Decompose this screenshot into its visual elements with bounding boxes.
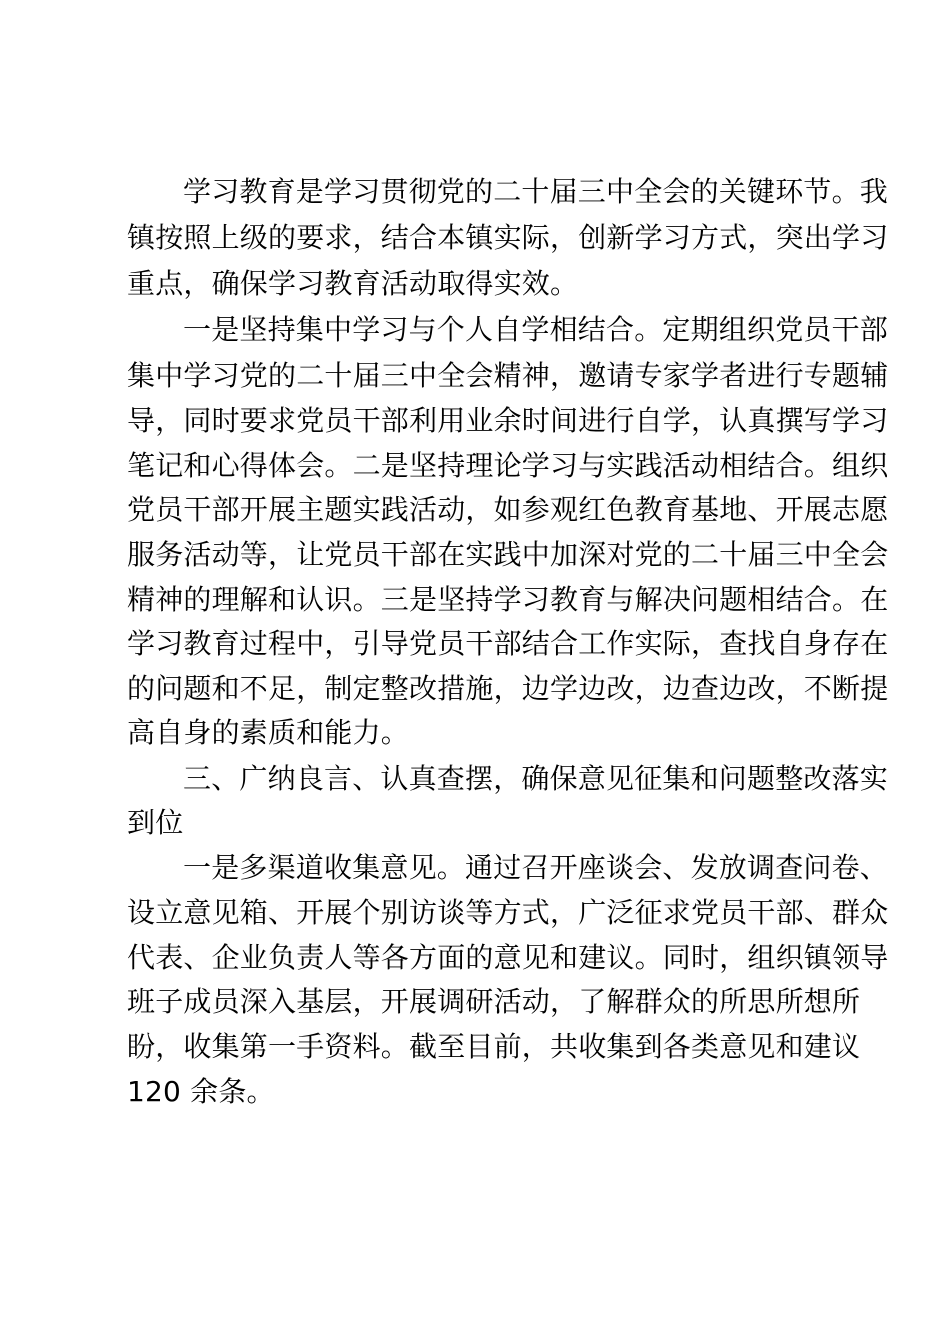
paragraph-line: 学习教育过程中，引导党员干部结合工作实际，查找自身存在 (127, 627, 889, 660)
paragraph-line: 重点，确保学习教育活动取得实效。 (127, 267, 579, 300)
paragraph-line: 笔记和心得体会。二是坚持理论学习与实践活动相结合。组织 (127, 449, 889, 482)
paragraph-line: 高自身的素质和能力。 (127, 716, 410, 749)
paragraph-line: 的问题和不足，制定整改措施，边学边改，边查边改，不断提 (127, 672, 889, 705)
paragraph-line: 学习教育是学习贯彻党的二十届三中全会的关键环节。我 (183, 175, 889, 208)
paragraph-line: 镇按照上级的要求，结合本镇实际，创新学习方式，突出学习 (127, 221, 889, 254)
paragraph-line: 服务活动等，让党员干部在实践中加深对党的二十届三中全会 (127, 538, 889, 571)
paragraph-line: 导，同时要求党员干部利用业余时间进行自学，认真撰写学习 (127, 404, 889, 437)
paragraph-line: 精神的理解和认识。三是坚持学习教育与解决问题相结合。在 (127, 583, 889, 616)
section-heading-line: 到位 (127, 806, 184, 839)
paragraph-line: 集中学习党的二十届三中全会精神，邀请专家学者进行专题辅 (127, 359, 889, 392)
paragraph-line: 党员干部开展主题实践活动，如参观红色教育基地、开展志愿 (127, 493, 889, 526)
paragraph-line: 盼，收集第一手资料。截至目前，共收集到各类意见和建议 (127, 1030, 861, 1063)
paragraph-line: 120 余条。 (127, 1075, 275, 1108)
section-heading-line: 三、广纳良言、认真查摆，确保意见征集和问题整改落实 (183, 762, 889, 795)
paragraph-line: 设立意见箱、开展个别访谈等方式，广泛征求党员干部、群众 (127, 896, 889, 929)
paragraph-line: 代表、企业负责人等各方面的意见和建议。同时，组织镇领导 (127, 941, 889, 974)
paragraph-line: 班子成员深入基层，开展调研活动，了解群众的所思所想所 (127, 985, 861, 1018)
paragraph-line: 一是多渠道收集意见。通过召开座谈会、发放调查问卷、 (183, 851, 889, 884)
paragraph-line: 一是坚持集中学习与个人自学相结合。定期组织党员干部 (183, 313, 889, 346)
